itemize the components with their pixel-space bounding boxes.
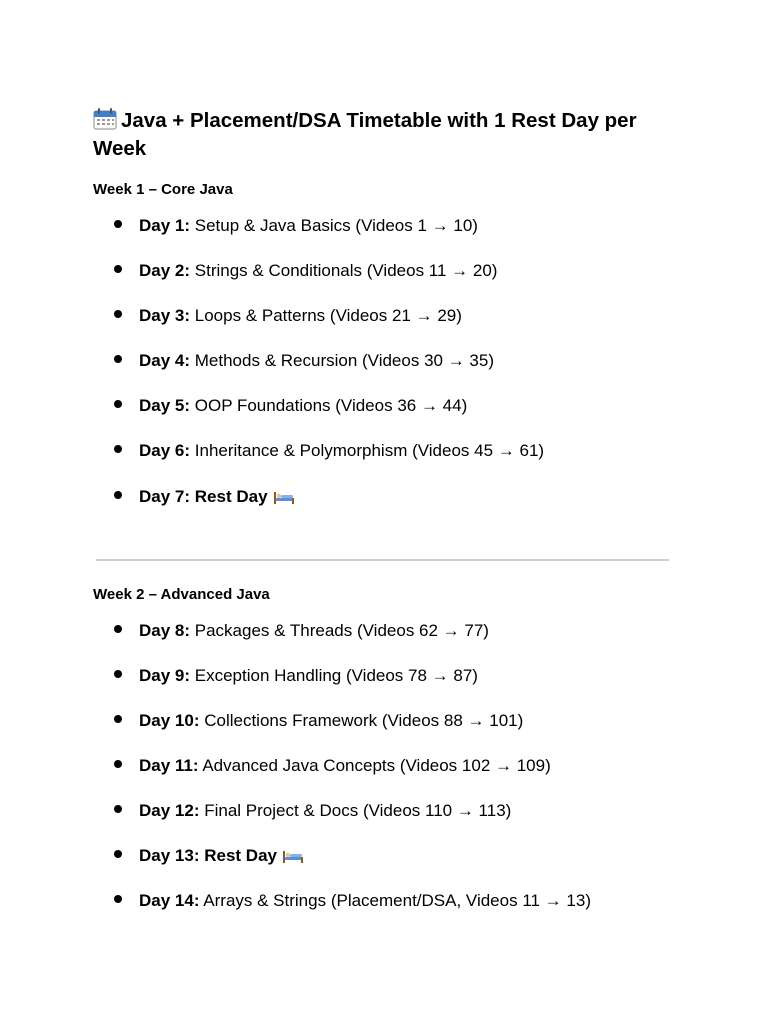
- bullet-icon: [114, 265, 122, 273]
- day-label: Day 14:: [139, 891, 200, 910]
- day-text: Collections Framework (Videos 88 → 101): [204, 711, 524, 730]
- day-label: Day 10:: [139, 711, 200, 730]
- day-text: Setup & Java Basics (Videos 1 → 10): [194, 216, 478, 235]
- day-2-item: [114, 261, 497, 281]
- day-5-item: [114, 396, 467, 416]
- bullet-icon: [114, 670, 122, 678]
- bullet-icon: [114, 850, 122, 858]
- bullet-icon: [114, 805, 122, 813]
- page-title-text: Java + Placement/DSA Timetable with 1 Rest Day per Week: [93, 109, 637, 160]
- day-12-item: [114, 801, 511, 821]
- day-label: Day 9:: [139, 666, 191, 685]
- bullet-icon: [114, 445, 122, 453]
- day-7-item: [114, 487, 295, 507]
- day-text: Packages & Threads (Videos 62 → 77): [194, 621, 489, 640]
- day-11-item: [114, 756, 551, 776]
- day-label: Day 2:: [139, 261, 191, 280]
- day-3-item: [114, 306, 462, 326]
- rest-day-text: Rest Day: [194, 487, 268, 506]
- day-label: Day 13:: [139, 846, 200, 865]
- bullet-icon: [114, 355, 122, 363]
- day-10-item: [114, 711, 523, 731]
- day-text: Exception Handling (Videos 78 → 87): [194, 666, 478, 685]
- week-2-heading: Week 2 – Advanced Java: [93, 586, 270, 603]
- week-1-heading: Week 1 – Core Java: [93, 181, 233, 198]
- day-label: Day 12:: [139, 801, 200, 820]
- day-4-item: [114, 351, 494, 371]
- day-text: Arrays & Strings (Placement/DSA, Videos 11 → 13): [203, 891, 591, 910]
- section-divider: [96, 559, 669, 561]
- day-1-item: [114, 216, 478, 236]
- bed-icon: [282, 848, 304, 862]
- bullet-icon: [114, 310, 122, 318]
- day-text: OOP Foundations (Videos 36 → 44): [194, 396, 468, 415]
- day-text: Strings & Conditionals (Videos 11 → 20): [194, 261, 498, 280]
- bullet-icon: [114, 625, 122, 633]
- rest-day-text: Rest Day: [204, 846, 277, 865]
- day-text: Final Project & Docs (Videos 110 → 113): [204, 801, 512, 820]
- day-6-item: [114, 441, 544, 461]
- day-label: Day 4:: [139, 351, 191, 370]
- day-9-item: [114, 666, 478, 686]
- bullet-icon: [114, 715, 122, 723]
- day-14-item: [114, 891, 591, 911]
- day-8-item: [114, 621, 489, 641]
- day-text: Inheritance & Polymorphism (Videos 45 → 61): [194, 441, 545, 460]
- day-13-item: [114, 846, 304, 866]
- calendar-icon: [93, 108, 117, 130]
- bullet-icon: [114, 895, 122, 903]
- day-label: Day 3:: [139, 306, 191, 325]
- page-title: [93, 107, 693, 163]
- bullet-icon: [114, 760, 122, 768]
- day-label: Day 8:: [139, 621, 191, 640]
- day-label: Day 5:: [139, 396, 191, 415]
- day-text: Methods & Recursion (Videos 30 → 35): [194, 351, 494, 370]
- day-label: Day 1:: [139, 216, 191, 235]
- day-text: Loops & Patterns (Videos 21 → 29): [194, 306, 462, 325]
- bullet-icon: [114, 400, 122, 408]
- bullet-icon: [114, 220, 122, 228]
- day-label: Day 7:: [139, 487, 191, 506]
- day-text: Advanced Java Concepts (Videos 102 → 109): [202, 756, 551, 775]
- day-label: Day 11:: [139, 756, 199, 775]
- bullet-icon: [114, 491, 122, 499]
- bed-icon: [273, 489, 295, 503]
- day-label: Day 6:: [139, 441, 191, 460]
